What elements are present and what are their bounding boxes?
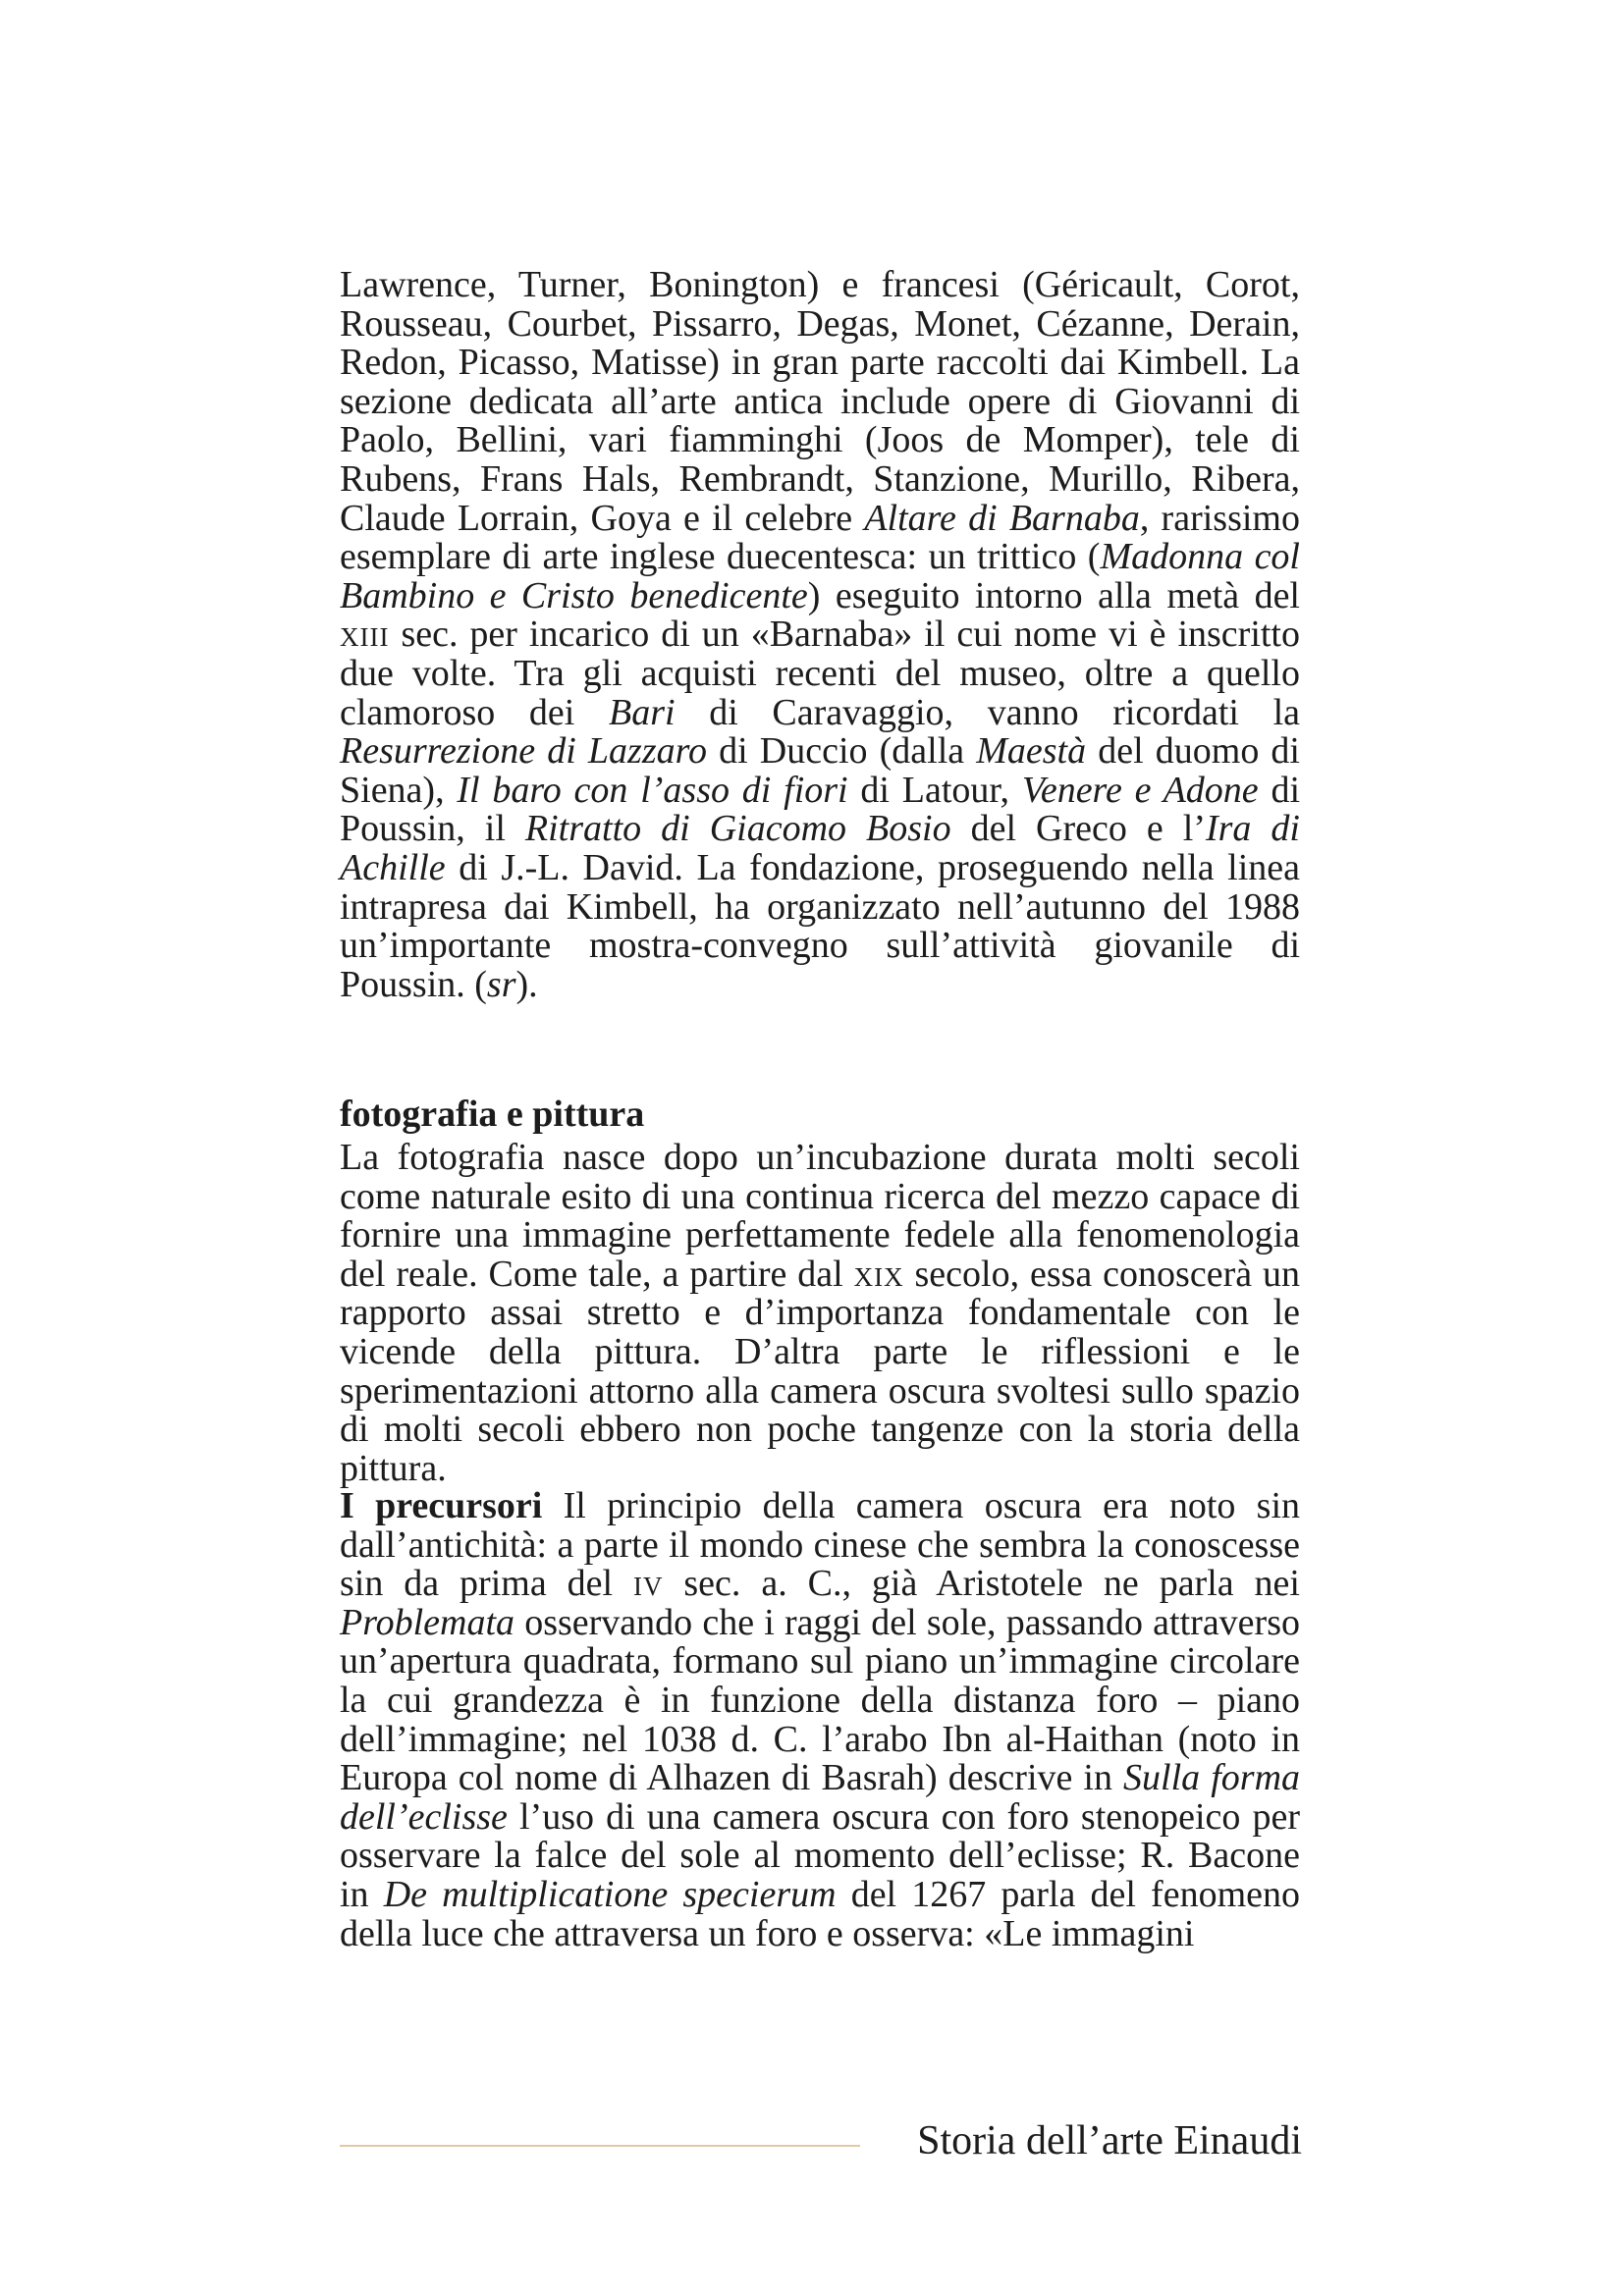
century-numeral: xix — [853, 1253, 904, 1295]
work-title: Venere e Adone — [1021, 769, 1259, 811]
paragraph-fotografia-intro — [340, 1139, 1300, 1488]
section-heading: fotografia e pittura — [340, 1094, 645, 1135]
paragraph-text: La fotografia nasce dopo un’incubazione durata molti secoli come naturale esito di una continua ricerca del mezzo capace di fornire una immagine perfettamente fedele alla fenomenologia del reale. Come tale, a partire dal xix secolo, essa conoscerà un rapporto assai stretto e d’importanza fondamentale con le vicende della pittura. D’altra parte le riflessioni e le sperimentazioni attorno alla camera oscura svoltesi sullo spazio di molti secoli ebbero non poche tangenze con la storia della pittura. — [340, 1137, 1300, 1489]
century-numeral: xiii — [340, 614, 390, 656]
work-title: Maestà — [976, 730, 1087, 773]
work-title: Bari — [609, 691, 676, 733]
paragraph-precursori — [340, 1487, 1300, 1953]
footer-divider — [340, 2145, 860, 2147]
subsection-lead: I precursori — [340, 1485, 543, 1526]
work-title: Ritratto di Giacomo Bosio — [524, 808, 951, 850]
paragraph-text: I precursori Il principio della camera oscura era noto sin dall’antichità: a parte il mondo cinese che sembra la conoscesse sin da prima del iv sec. a. C., già Aristotele ne parla nei Problemata osservando che i raggi del sole, passando attraverso un’apertura quadrata, formano sul piano un’immagine circolare la cui grandezza è in funzione della distanza foro – piano dell’immagine; nel 1038 d. C. l’arabo Ibn al-Haithan (noto in Europa col nome di Alhazen di Basrah) descrive in Sulla forma dell’eclisse l’uso di una camera oscura con foro stenopeico per osservare la falce del sole al momento dell’eclisse; R. Bacone in De multiplicatione specierum del 1267 parla del fenomeno della luce che attraversa un foro e osserva: «Le immagini — [340, 1485, 1301, 1954]
work-title: Sulla forma dell’eclisse — [340, 1757, 1301, 1838]
paragraph-text: Lawrence, Turner, Bonington) e francesi (Géricault, Corot, Rousseau, Courbet, Pissarro, Degas, Monet, Cézanne, Derain, Redon, Picasso, Matisse) in gran parte raccolti dai Kimbell. La sezione dedicata all’arte antica include opere di Giovanni di Paolo, Bellini, vari fiamminghi (Joos de Momper), tele di Rubens, Frans Hals, Rembrandt, Stanzione, Murillo, Ribera, Claude Lorrain, Goya e il celebre Altare di Barnaba, rarissimo esemplare di arte inglese duecentesca: un trittico (Madonna col Bambino e Cristo benedicente) eseguito intorno alla metà del xiii sec. per incarico di un «Barnaba» il cui nome vi è inscritto due volte. Tra gli acquisti recenti del museo, oltre a quello clamoroso dei Bari di Caravaggio, vanno ricordati la Resurrezione di Lazzaro di Duccio (dalla Maestà del duomo di Siena), Il baro con l’asso di fiori di Latour, Venere e Adone di Poussin, il Ritratto di Giacomo Bosio del Greco e l’Ira di Achille di J.-L. David. La fondazione, proseguendo nella linea intrapresa dai Kimbell, ha organizzato nell’autunno del 1988 un’importante mostra-convegno sull’attività giovanile di Poussin. (sr). — [340, 264, 1301, 1005]
footer-book-title: Storia dell’arte Einaudi — [917, 2118, 1302, 2163]
work-title: Altare di Barnaba — [864, 497, 1140, 539]
work-title: Il baro con l’asso di fiori — [457, 769, 848, 811]
century-numeral: iv — [632, 1563, 664, 1605]
work-title: Madonna col Bambino e Cristo benedicente — [340, 536, 1300, 616]
paragraph-kimbell-museum — [340, 266, 1300, 1004]
work-title: Resurrezione di Lazzaro — [340, 730, 707, 773]
work-title: Ira di Achille — [340, 808, 1300, 888]
work-title: De multiplicatione specierum — [383, 1873, 837, 1915]
author-initials: sr — [486, 963, 516, 1005]
work-title: Problemata — [340, 1601, 515, 1643]
